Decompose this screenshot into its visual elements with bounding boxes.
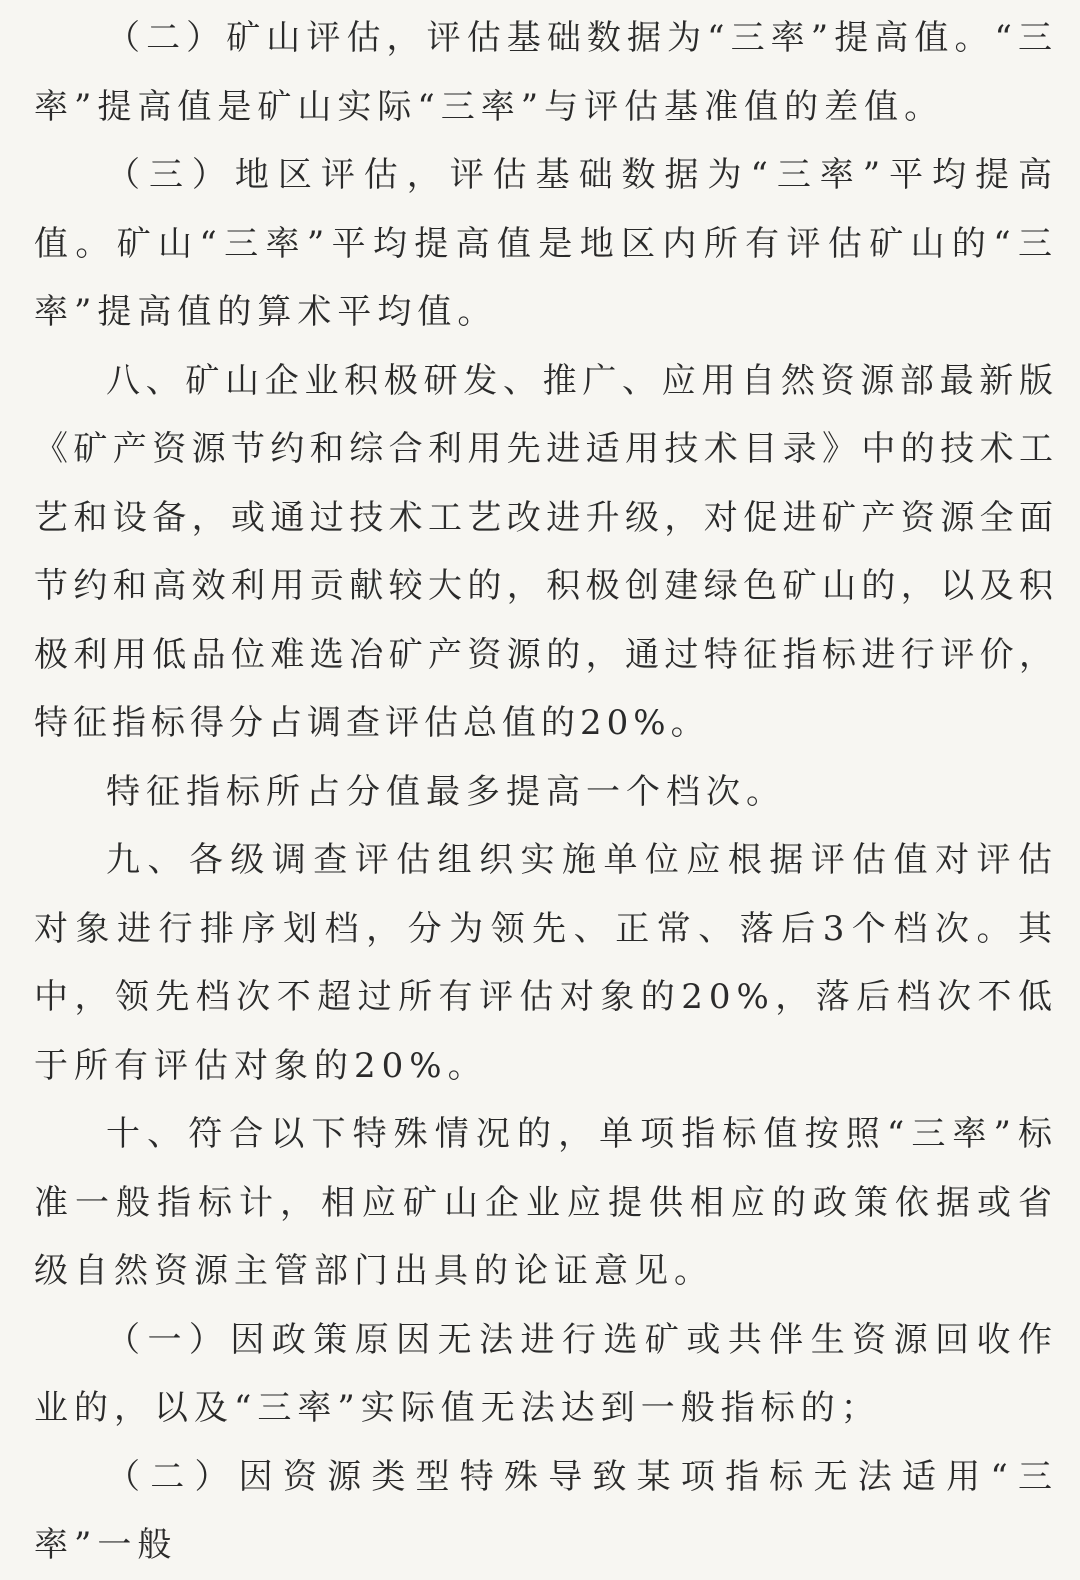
paragraph-special-case-two: （二）因资源类型特殊导致某项指标无法适用“三率”一般 (34, 1456, 1058, 1565)
paragraph-special-case-one: （一）因政策原因无法进行选矿或共伴生资源回收作业的，以及“三率”实际值无法达到一般指标的； (34, 1319, 1058, 1428)
paragraph-item-nine: 九、各级调查评估组织实施单位应根据评估值对评估对象进行排序划档，分为领先、正常、落后3个档次。其中，领先档次不超过所有评估对象的20%，落后档次不低于所有评估对象的20%。 (34, 840, 1058, 1086)
paragraph-region-assessment: （三）地区评估，评估基础数据为“三率”平均提高值。矿山“三率”平均提高值是地区内所有评估矿山的“三率”提高值的算术平均值。 (34, 155, 1058, 332)
paragraph-item-eight: 八、矿山企业积极研发、推广、应用自然资源部最新版《矿产资源节约和综合利用先进适用技术目录》中的技术工艺和设备，或通过技术工艺改进升级，对促进矿产资源全面节约和高效利用贡献较大的，积极创建绿色矿山的，以及积极利用低品位难选冶矿产资源的，通过特征指标进行评价，特征指标得分占调查评估总值的20%。 (34, 360, 1058, 743)
paragraph-mine-assessment: （二）矿山评估，评估基础数据为“三率”提高值。“三率”提高值是矿山实际“三率”与评估基准值的差值。 (34, 18, 1058, 127)
paragraph-item-ten: 十、符合以下特殊情况的，单项指标值按照“三率”标准一般指标计，相应矿山企业应提供相应的政策依据或省级自然资源主管部门出具的论证意见。 (34, 1114, 1058, 1291)
paragraph-feature-score-note: 特征指标所占分值最多提高一个档次。 (106, 771, 786, 812)
